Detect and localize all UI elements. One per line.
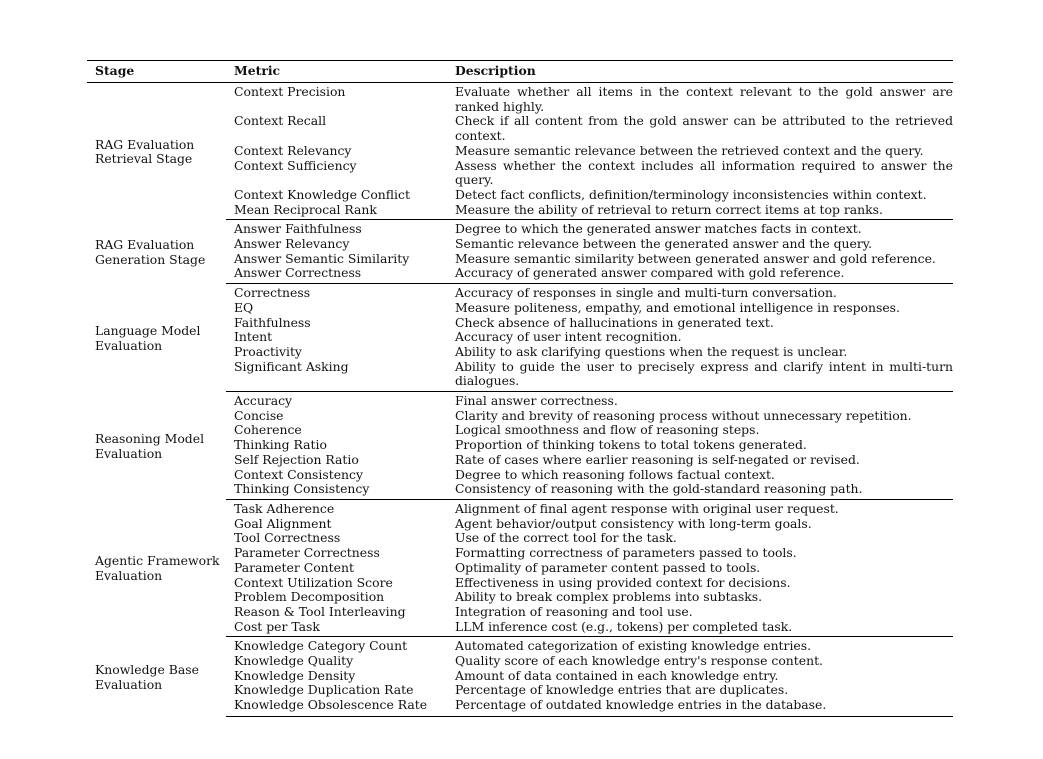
description-cell: Ability to guide the user to precisely express and clarify intent in multi-turn dialogues. [447, 360, 953, 392]
metric-cell: Intent [234, 329, 273, 345]
header-description: Description [447, 61, 953, 83]
header-row [87, 61, 953, 83]
metric-cell: Context Precision [234, 84, 346, 99]
metric-cell: Knowledge Quality [234, 653, 354, 669]
table-row [87, 392, 953, 409]
description-cell: Effectiveness in using provided context for decisions. [455, 574, 791, 590]
stage-label-line: Retrieval Stage [95, 151, 193, 167]
metric-cell: Tool Correctness [234, 530, 341, 546]
stage-label-line: RAG Evaluation [95, 136, 195, 152]
header-stage: Stage [87, 61, 226, 83]
evaluation-metrics-table [87, 60, 953, 717]
metric-cell: Answer Correctness [226, 266, 447, 283]
stage-cell [87, 284, 226, 392]
description-cell: Degree to which reasoning follows factual context. [455, 466, 775, 482]
metric-cell: Thinking Ratio [234, 437, 327, 453]
metric-cell: Context Sufficiency [234, 157, 357, 173]
metric-cell: Problem Decomposition [234, 589, 385, 605]
metric-cell: Self Rejection Ratio [234, 451, 359, 467]
stage-cell [87, 499, 226, 636]
table-header [87, 61, 953, 83]
table-row [87, 284, 953, 301]
metric-cell: Parameter Content [234, 559, 354, 575]
metric-cell: Context Recall [234, 113, 327, 129]
description-cell: Final answer correctness. [455, 393, 618, 409]
metric-cell: Concise [234, 407, 284, 423]
description-cell: Measure semantic similarity between generated answer and gold reference. [455, 250, 936, 266]
description-cell: Quality score of each knowledge entry's response content. [455, 653, 823, 669]
description-cell: Percentage of outdated knowledge entries in the database. [447, 698, 953, 716]
description-cell: Degree to which the generated answer matches facts in context. [455, 221, 862, 237]
stage-label-line: Agentic Framework [95, 553, 220, 569]
metric-cell: Proactivity [234, 343, 302, 359]
description-cell: Evaluate whether all items in the context relevant to the gold answer are ranked highly. [455, 84, 953, 114]
metric-cell: Reason & Tool Interleaving [234, 603, 406, 619]
metric-cell: Answer Semantic Similarity [234, 250, 410, 266]
metric-cell: Answer Relevancy [234, 236, 350, 252]
table-body [87, 83, 953, 717]
description-cell: Proportion of thinking tokens to total tokens generated. [455, 437, 807, 453]
metric-cell: Knowledge Obsolescence Rate [226, 698, 447, 716]
table-row [87, 220, 953, 237]
metric-cell: Context Knowledge Conflict [234, 186, 410, 202]
metrics-table-container [87, 60, 953, 717]
metric-cell: Knowledge Category Count [234, 638, 408, 654]
description-cell: Integration of reasoning and tool use. [455, 603, 693, 619]
stage-label-line: Language Model [95, 322, 201, 338]
description-cell: Accuracy of generated answer compared with gold reference. [447, 266, 953, 283]
description-cell: Measure semantic relevance between the retrieved context and the query. [455, 142, 924, 158]
stage-label-line: Evaluation [95, 337, 163, 353]
description-cell: Accuracy of responses in single and multi-turn conversation. [455, 285, 837, 301]
stage-label-line: Evaluation [95, 445, 163, 461]
description-cell: Automated categorization of existing knowledge entries. [455, 638, 812, 654]
description-cell: Amount of data contained in each knowledge entry. [455, 667, 779, 683]
metric-cell: Correctness [234, 285, 311, 301]
metric-cell: EQ [234, 299, 254, 315]
stage-label-line: Reasoning Model [95, 430, 205, 446]
table-row [87, 83, 953, 115]
metric-cell: Significant Asking [226, 360, 447, 392]
metric-cell: Task Adherence [234, 500, 335, 516]
metric-cell: Knowledge Duplication Rate [234, 682, 414, 698]
description-cell: Measure the ability of retrieval to return correct items at top ranks. [447, 203, 953, 220]
metric-cell: Faithfulness [234, 314, 311, 330]
table-row [87, 499, 953, 516]
metric-cell: Goal Alignment [234, 515, 332, 531]
description-cell: Alignment of final agent response with original user request. [455, 500, 839, 516]
stage-label-line: Evaluation [95, 676, 163, 692]
description-cell: Percentage of knowledge entries that are duplicates. [455, 682, 789, 698]
metric-cell: Answer Faithfulness [234, 221, 362, 237]
stage-cell [87, 392, 226, 500]
stage-label-line: RAG Evaluation [95, 237, 195, 253]
table-row [87, 637, 953, 654]
stage-cell [87, 220, 226, 284]
description-cell: Agent behavior/output consistency with long-term goals. [455, 515, 812, 531]
metric-cell: Parameter Correctness [234, 545, 380, 561]
description-cell: Semantic relevance between the generated answer and the query. [455, 236, 873, 252]
description-cell: Check if all content from the gold answer can be attributed to the retrieved context. [455, 113, 953, 144]
metric-cell: Thinking Consistency [226, 482, 447, 499]
description-cell: Logical smoothness and flow of reasoning steps. [455, 422, 760, 438]
metric-cell: Knowledge Density [234, 667, 356, 683]
metric-cell: Context Utilization Score [234, 574, 393, 590]
header-metric: Metric [226, 61, 447, 83]
description-cell: Optimality of parameter content passed to tools. [455, 559, 761, 575]
description-cell: Formatting correctness of parameters passed to tools. [455, 545, 797, 561]
stage-cell [87, 637, 226, 717]
description-cell: Use of the correct tool for the task. [455, 530, 677, 546]
description-cell: Assess whether the context includes all information required to answer the query. [455, 157, 953, 188]
description-cell: Detect fact conflicts, definition/terminology inconsistencies within context. [455, 186, 927, 202]
description-cell: Accuracy of user intent recognition. [455, 329, 682, 345]
description-cell: Rate of cases where earlier reasoning is self-negated or revised. [455, 451, 860, 467]
description-cell: LLM inference cost (e.g., tokens) per completed task. [447, 620, 953, 637]
metric-cell: Context Relevancy [234, 142, 352, 158]
stage-cell [87, 83, 226, 220]
metric-cell: Coherence [234, 422, 302, 438]
stage-label-line: Evaluation [95, 568, 163, 584]
stage-label-line: Generation Stage [95, 251, 206, 267]
description-cell: Measure politeness, empathy, and emotional intelligence in responses. [455, 299, 900, 315]
metric-cell: Accuracy [234, 393, 293, 409]
metric-cell: Mean Reciprocal Rank [226, 203, 447, 220]
description-cell: Check absence of hallucinations in generated text. [455, 314, 774, 330]
metric-cell: Cost per Task [226, 620, 447, 637]
description-cell: Ability to break complex problems into subtasks. [455, 589, 763, 605]
description-cell: Clarity and brevity of reasoning process without unnecessary repetition. [455, 407, 912, 423]
stage-label-line: Knowledge Base [95, 661, 199, 677]
description-cell: Consistency of reasoning with the gold-standard reasoning path. [447, 482, 953, 499]
metric-cell: Context Consistency [234, 466, 363, 482]
description-cell: Ability to ask clarifying questions when the request is unclear. [455, 343, 848, 359]
